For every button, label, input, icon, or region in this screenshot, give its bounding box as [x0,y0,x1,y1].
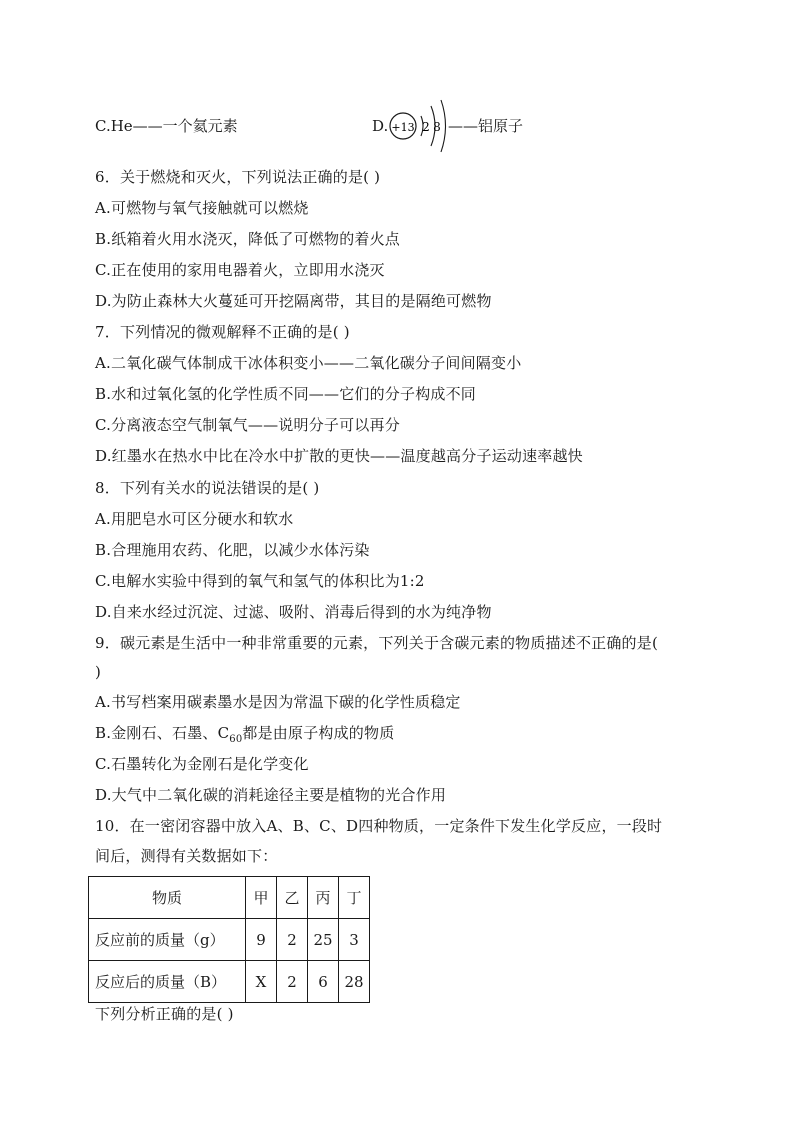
q8-stem: 8．下列有关水的说法错误的是( ) [95,479,320,497]
q10-stem: 10．在一密闭容器中放入A、B、C、D四种物质，一定条件下发生化学反应，一段时 [95,817,663,835]
q6-stem: 6．关于燃烧和灭火，下列说法正确的是( ) [95,168,381,186]
q6-option-b: B.纸箱着火用水浇灭，降低了可燃物的着火点 [95,230,400,248]
q9-stem: 9．碳元素是生活中一种非常重要的元素，下列关于含碳元素的物质描述不正确的是( [95,634,658,652]
q9b-post: 都是由原子构成的物质 [242,724,395,742]
q7-option-c: C.分离液态空气制氧气——说明分子可以再分 [95,416,400,434]
table-cell: 反应前的质量（g） [89,919,246,961]
table-cell: 28 [339,961,370,1003]
option-c-he: C.He——一个氦元素 [95,117,238,135]
q9-option-c: C.石墨转化为金刚石是化学变化 [95,755,309,773]
q7-stem: 7．下列情况的微观解释不正确的是( ) [95,323,350,341]
q7-option-d: D.红墨水在热水中比在冷水中扩散的更快——温度越高分子运动速率越快 [95,447,583,465]
table-header-cell: 物质 [89,877,246,919]
table-cell: 2 [277,919,308,961]
table-cell: 反应后的质量（B） [89,961,246,1003]
table-header-cell: 甲 [246,877,277,919]
q9b-pre: B.金刚石、石墨、C [95,724,230,742]
option-row-cd [95,116,735,136]
table-header-cell: 乙 [277,877,308,919]
q8-option-b: B.合理施用农药、化肥，以减少水体污染 [95,541,370,559]
q9-option-b [95,723,394,746]
table-cell: 25 [308,919,339,961]
table-cell: 2 [277,961,308,1003]
q6-option-d: D.为防止森林大火蔓延可开挖隔离带，其目的是隔绝可燃物 [95,292,492,310]
aluminum-atom-diagram [388,96,448,156]
q9b-subscript: 60 [229,734,243,745]
q7-option-b: B.水和过氧化氢的化学性质不同——它们的分子构成不同 [95,385,476,403]
q9-option-d: D.大气中二氧化碳的消耗途径主要是植物的光合作用 [95,786,447,804]
q9-stem-cont: ) [95,663,102,681]
option-d-label: D. [372,117,389,135]
q9-option-a: A.书写档案用碳素墨水是因为常温下碳的化学性质稳定 [95,693,461,711]
q7-option-a: A.二氧化碳气体制成干冰体积变小——二氧化碳分子间间隔变小 [95,354,522,372]
table-header-cell: 丁 [339,877,370,919]
nucleus-charge: +13 [391,121,415,134]
q10-stem-cont: 间后，测得有关数据如下： [95,847,278,865]
q8-option-c: C.电解水实验中得到的氧气和氢气的体积比为1:2 [95,572,425,590]
table-cell: X [246,961,277,1003]
table-header-cell: 丙 [308,877,339,919]
q8-option-d: D.自来水经过沉淀、过滤、吸附、消毒后得到的水为纯净物 [95,603,492,621]
table-header-row [89,877,370,919]
q6-option-a: A.可燃物与氧气接触就可以燃烧 [95,199,309,217]
q10-question: 下列分析正确的是( ) [95,1005,234,1023]
option-d-desc: ——铝原子 [448,117,524,135]
option-d [372,96,572,156]
table-row [89,961,370,1003]
q6-option-c: C.正在使用的家用电器着火，立即用水浇灭 [95,261,385,279]
shell-1-electrons: 2 [422,120,430,134]
q8-option-a: A.用肥皂水可区分硬水和软水 [95,510,294,528]
table-cell: 6 [308,961,339,1003]
table-cell: 3 [339,919,370,961]
table-row [89,919,370,961]
shell-2-electrons: 8 [433,120,441,134]
table-cell: 9 [246,919,277,961]
mass-data-table [88,876,370,1003]
